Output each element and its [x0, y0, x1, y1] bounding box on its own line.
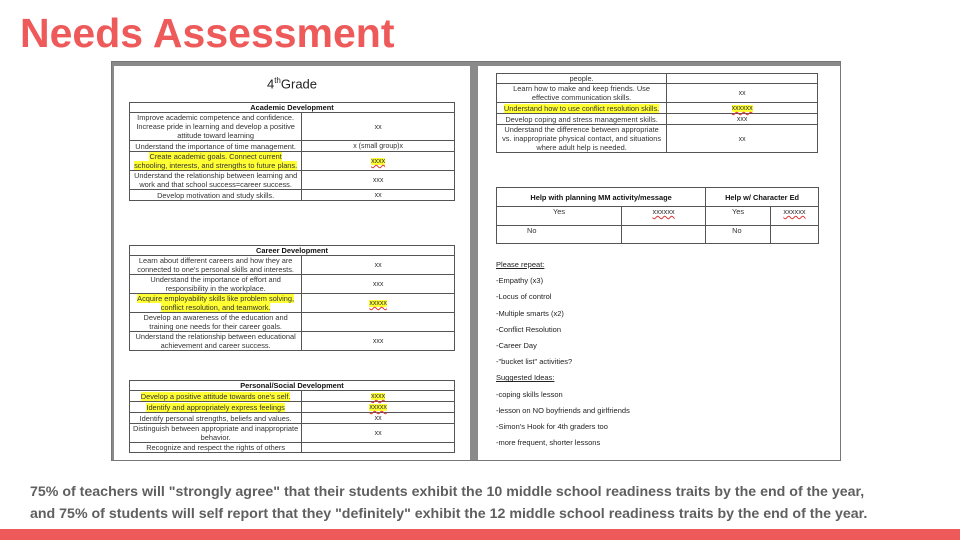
tally-value: xx	[374, 415, 382, 422]
objective-text: Develop an awareness of the education and training one needs for their career goals.	[143, 313, 288, 331]
tally-cell	[302, 294, 455, 313]
help-char-header: Help w/ Character Ed	[706, 188, 819, 207]
objective-cell	[130, 275, 302, 294]
notes-heading: Suggested Ideas:	[496, 373, 555, 383]
table-row	[130, 391, 455, 402]
objective-cell	[497, 103, 667, 114]
tally-value: xxx	[736, 116, 748, 123]
mm-no-label: No	[497, 226, 622, 244]
tally-cell	[302, 391, 455, 402]
tally-value: xx	[374, 192, 382, 199]
grade-suffix: th	[274, 76, 281, 85]
tally-value: xxxx	[371, 158, 386, 165]
objective-text: Distinguish between appropriate and inappropriate behavior.	[133, 424, 299, 442]
char-no-label: No	[706, 226, 771, 244]
mm-yes-value: xxxxxx	[622, 207, 706, 226]
objective-text: Acquire employability skills like problem solving, conflict resolution, and teamwork.	[137, 294, 295, 312]
document-page-left	[114, 66, 470, 460]
caption-line-2: and 75% of students will self report that they "definitely" exhibit the 12 middle school readiness traits by the end of the year.	[30, 506, 868, 522]
objective-cell	[497, 114, 667, 125]
tally-cell	[302, 332, 455, 351]
table-row	[130, 171, 455, 190]
note-item: -lesson on NO boyfriends and girlfriends	[496, 405, 630, 415]
tally-cell	[302, 141, 455, 152]
grade-number: 4	[266, 76, 275, 92]
caption-line-1: 75% of teachers will "strongly agree" that their students exhibit the 10 middle school readiness traits by the end of the year,	[30, 484, 865, 500]
tally-value: xx	[374, 123, 382, 131]
objective-cell	[130, 113, 302, 141]
tally-value: xxx	[372, 281, 384, 288]
objective-text: Identify and appropriately express feelings	[146, 402, 285, 412]
objective-text: Develop coping and stress management skills.	[505, 114, 658, 124]
table-row	[130, 294, 455, 313]
objective-cell	[130, 152, 302, 171]
objective-cell	[130, 402, 302, 413]
note-item: -Career Day	[496, 340, 537, 350]
academic-development-table	[129, 102, 455, 201]
tally-cell	[667, 74, 818, 84]
table-row	[130, 402, 455, 413]
note-item: -more frequent, shorter lessons	[496, 438, 601, 448]
objective-cell	[130, 171, 302, 190]
tally-cell	[302, 256, 455, 275]
objective-text: Learn how to make and keep friends. Use effective communication skills.	[513, 84, 650, 102]
table-row	[497, 74, 818, 84]
objective-text: Recognize and respect the rights of others	[146, 443, 286, 452]
tally-value: xx	[374, 430, 382, 437]
personal-social-table	[129, 380, 455, 453]
tally-cell	[302, 313, 455, 332]
tally-value: x (small group)x	[353, 143, 404, 150]
objective-cell	[130, 190, 302, 201]
tally-value: xx	[738, 90, 746, 97]
tally-cell	[302, 190, 455, 201]
objective-text: people.	[569, 74, 594, 83]
table-header: Career Development	[130, 246, 455, 256]
table-row	[497, 84, 818, 103]
table-row	[130, 190, 455, 201]
help-mm-header: Help with planning MM activity/message	[497, 188, 706, 207]
tally-cell	[302, 413, 455, 424]
goal-caption	[30, 481, 867, 525]
tally-value: xxxx	[371, 393, 386, 400]
tally-cell	[302, 275, 455, 294]
note-item: -coping skills lesson	[496, 389, 563, 399]
tally-cell	[302, 113, 455, 141]
help-table	[496, 187, 819, 244]
table-row	[130, 313, 455, 332]
tally-value: xx	[738, 135, 746, 143]
tally-cell	[302, 443, 455, 453]
table-row	[497, 114, 818, 125]
tally-cell	[667, 114, 818, 125]
document-page-right	[478, 66, 840, 460]
tally-cell	[667, 84, 818, 103]
table-header: Academic Development	[130, 103, 455, 113]
personal-social-table-continued	[496, 73, 818, 153]
tally-cell	[302, 424, 455, 443]
objective-cell	[130, 413, 302, 424]
objective-cell	[130, 313, 302, 332]
table-row	[130, 413, 455, 424]
grade-word: Grade	[280, 76, 318, 92]
document-screenshot	[111, 61, 841, 461]
tally-value: xxx	[372, 177, 384, 184]
objective-text: Identify personal strengths, beliefs and values.	[139, 413, 292, 423]
char-yes-value: xxxxxx	[771, 207, 819, 226]
footer-accent-bar	[0, 529, 960, 540]
objective-cell	[130, 424, 302, 443]
mm-yes-label: Yes	[497, 207, 622, 226]
objective-text: Understand how to use conflict resolution skills.	[503, 103, 660, 113]
note-item: -Simon's Hook for 4th graders too	[496, 421, 608, 431]
tally-value: xxx	[372, 338, 384, 345]
tally-cell	[667, 103, 818, 114]
tally-value: xxxxx	[369, 404, 387, 411]
objective-cell	[130, 391, 302, 402]
objective-text: Understand the relationship between learning and work and that school success=career success.	[134, 171, 298, 189]
tally-value: xx	[374, 262, 382, 269]
objective-cell	[497, 74, 667, 84]
note-item: -Conflict Resolution	[496, 324, 562, 334]
note-item: -Empathy (x3)	[496, 276, 544, 286]
objective-cell	[130, 443, 302, 453]
table-row	[497, 103, 818, 114]
table-row	[130, 141, 455, 152]
objective-text: Improve academic competence and confidence. Increase pride in learning and develop a positive attitude toward learning	[136, 113, 295, 140]
table-row	[130, 424, 455, 443]
objective-cell	[497, 84, 667, 103]
table-row	[130, 152, 455, 171]
objective-cell	[130, 256, 302, 275]
objective-cell	[130, 294, 302, 313]
objective-text: Learn about different careers and how they are connected to one's personal skills and interests.	[137, 256, 294, 274]
objective-text: Create academic goals. Connect current schooling, interests, and strengths to future plans.	[134, 152, 298, 170]
note-item: -Multiple smarts (x2)	[496, 308, 564, 318]
notes-list	[496, 260, 630, 454]
tally-cell	[302, 402, 455, 413]
note-item: -Locus of control	[496, 292, 552, 302]
table-header: Personal/Social Development	[130, 381, 455, 391]
tally-cell	[667, 125, 818, 153]
objective-cell	[497, 125, 667, 153]
career-development-table	[129, 245, 455, 351]
objective-text: Develop a positive attitude towards one's self.	[140, 391, 291, 401]
objective-text: Develop motivation and study skills.	[157, 190, 275, 200]
tally-value: xxxxxx	[731, 105, 753, 112]
objective-cell	[130, 141, 302, 152]
objective-text: Understand the importance of time management.	[135, 141, 296, 151]
objective-text: Understand the difference between appropriate vs. inappropriate physical contact, and situations where adult help is needed.	[502, 125, 662, 152]
note-item: -"bucket list" activities?	[496, 357, 573, 367]
char-yes-label: Yes	[706, 207, 771, 226]
table-row	[497, 125, 818, 153]
notes-heading: Please repeat:	[496, 260, 545, 269]
table-row	[130, 443, 455, 453]
table-row	[130, 113, 455, 141]
table-row	[130, 275, 455, 294]
tally-cell	[302, 152, 455, 171]
tally-cell	[302, 171, 455, 190]
table-row	[130, 256, 455, 275]
grade-heading	[114, 76, 470, 91]
tally-value: xxxxx	[369, 300, 387, 307]
table-row	[130, 332, 455, 351]
objective-cell	[130, 332, 302, 351]
objective-text: Understand the importance of effort and responsibility in the workplace.	[150, 275, 281, 293]
objective-text: Understand the relationship between educational achievement and career success.	[135, 332, 296, 350]
slide-title: Needs Assessment	[20, 10, 395, 56]
